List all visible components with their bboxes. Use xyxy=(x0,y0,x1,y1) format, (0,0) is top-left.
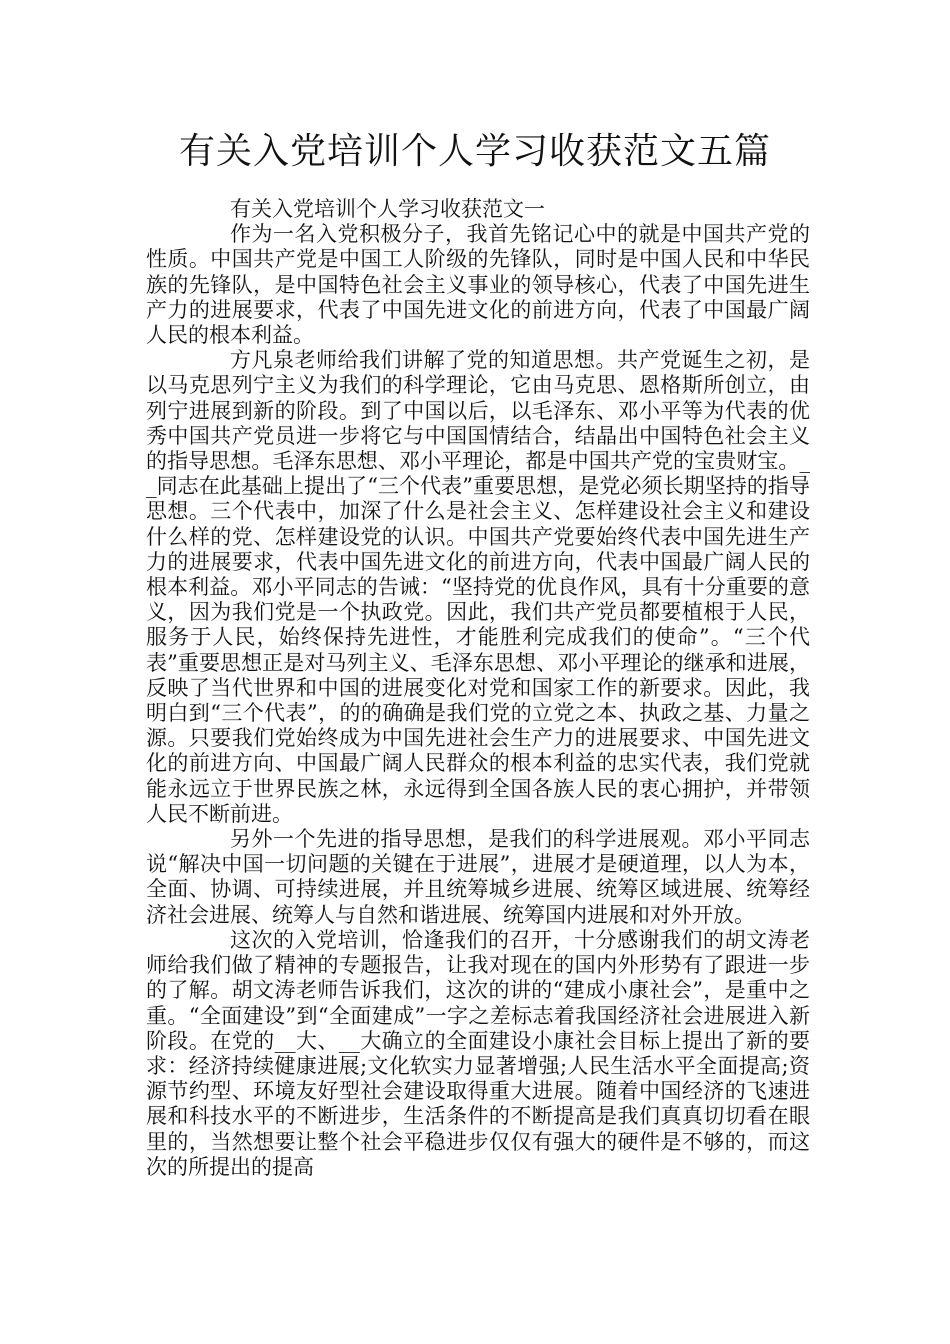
section-heading: 有关入党培训个人学习收获范文一 xyxy=(230,197,545,221)
paragraph-1: 作为一名入党积极分子，我首先铭记心中的就是中国共产党的性质。中国共产党是中国工人阶级的先锋队，同时是中国人民和中华民族的先锋队，是中国特色社会主义事业的领导核心，代表了中国先进生产力的进展要求，代表了中国先进文化的前进方向，代表了中国最广阔人民的根本利益。 xyxy=(146,222,810,348)
document-body xyxy=(146,197,810,1180)
paragraph-4: 这次的入党培训，恰逢我们的召开，十分感谢我们的胡文涛老师给我们做了精神的专题报告，让我对现在的国内外形势有了跟进一步的了解。胡文涛老师告诉我们，这次的讲的“建成小康社会”，是重中之重。“全面建设”到“全面建成”一字之差标志着我国经济社会进展进入新阶段。在党的__大、__大确立的全面建设小康社会目标上提出了新的要求：经济持续健康进展;文化软实力显著增强;人民生活水平全面提高;资源节约型、环境友好型社会建设取得重大进展。随着中国经济的飞速进展和科技水平的不断进步，生活条件的不断提高是我们真真切切看在眼里的，当然想要让整个社会平稳进步仅仅有强大的硬件是不够的，而这次的所提出的提高 xyxy=(146,927,810,1179)
document-title: 有关入党培训个人学习收获范文五篇 xyxy=(178,131,771,172)
paragraph-2: 方凡泉老师给我们讲解了党的知道思想。共产党诞生之初，是以马克思列宁主义为我们的科学理论，它由马克思、恩格斯所创立，由列宁进展到新的阶段。到了中国以后，以毛泽东、邓小平等为代表的优秀中国共产党员进一步将它与中国国情结合，结晶出中国特色社会主义的指导思想。毛泽东思想、邓小平理论，都是中国共产党的宝贵财宝。__同志在此基础上提出了“三个代表”重要思想，是党必须长期坚持的指导思想。三个代表中，加深了什么是社会主义、怎样建设社会主义和建设什么样的党、怎样建设党的认识。中国共产党要始终代表中国先进生产力的进展要求，代表中国先进文化的前进方向，代表中国最广阔人民的根本利益。邓小平同志的告诫：“坚持党的优良作风，具有十分重要的意义，因为我们党是一个执政党。因此，我们共产党员都要植根于人民，服务于人民，始终保持先进性，才能胜利完成我们的使命”。“三个代表”重要思想正是对马列主义、毛泽东思想、邓小平理论的继承和进展，反映了当代世界和中国的进展变化对党和国家工作的新要求。因此，我明白到“三个代表”，的的确确是我们党的立党之本、执政之基、力量之源。只要我们党始终成为中国先进社会生产力的进展要求、中国先进文化的前进方向、中国最广阔人民群众的根本利益的忠实代表，我们党就能永远立于世界民族之林，永远得到全国各族人民的衷心拥护，并带领人民不断前进。 xyxy=(146,348,810,826)
paragraph-3: 另外一个先进的指导思想，是我们的科学进展观。邓小平同志说“解决中国一切问题的关键在于进展”，进展才是硬道理，以人为本，全面、协调、可持续进展，并且统筹城乡进展、统筹区域进展、统筹经济社会进展、统筹人与自然和谐进展、统筹国内进展和对外开放。 xyxy=(146,827,810,927)
